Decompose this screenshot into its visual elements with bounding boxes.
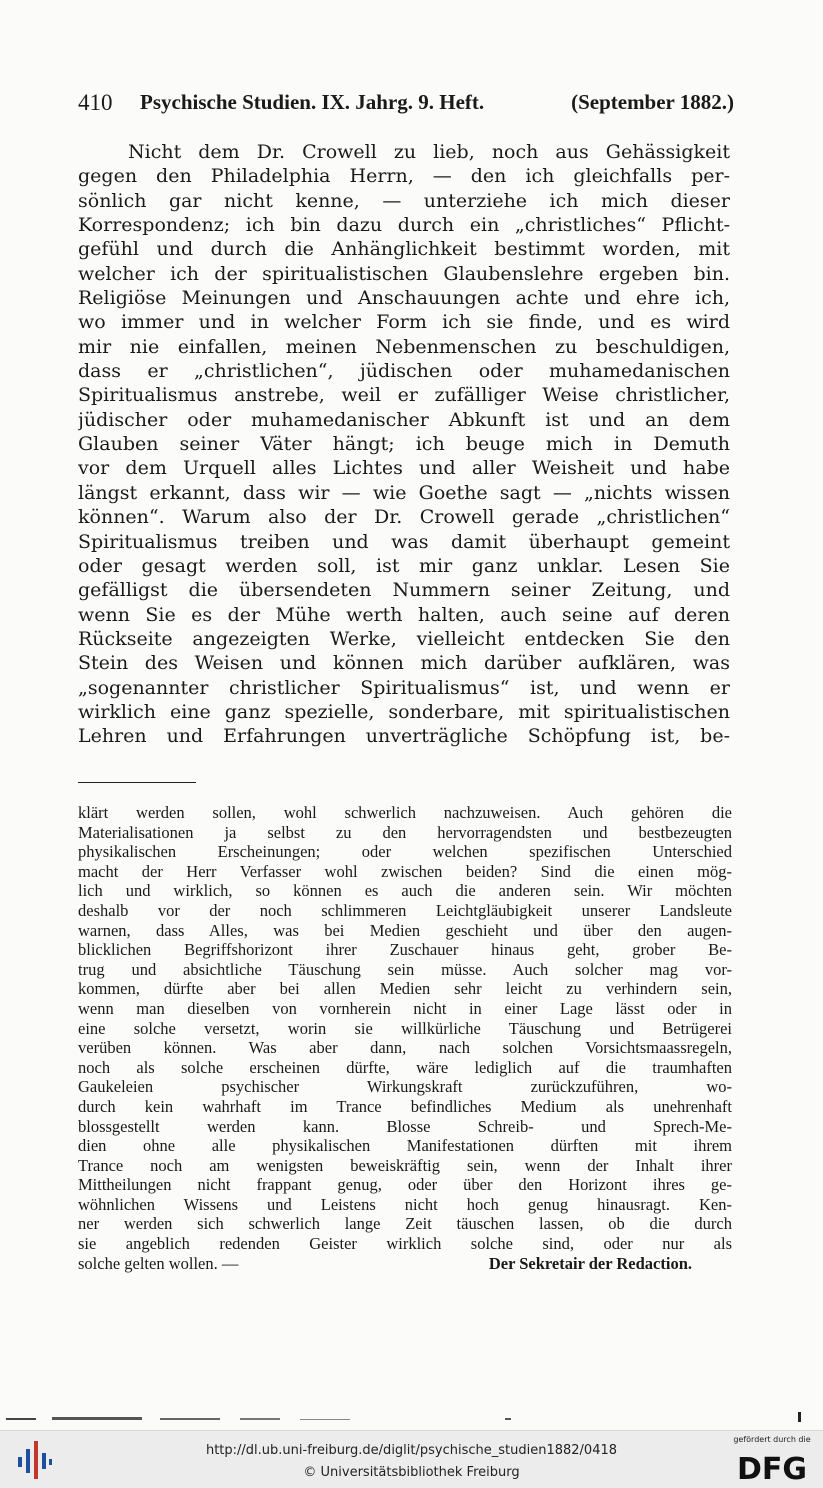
footnote-line: wenn man dieselben von vornherein nicht in einer Lage lässt oder in	[78, 998, 732, 1018]
copyright-notice: © Universitätsbibliothek Freiburg	[303, 1465, 520, 1480]
text-line: gegen den Philadelphia Herrn, — den ich gleichfalls per-	[78, 165, 730, 188]
text-line: Rückseite angezeigten Werke, vielleicht entdecken Sie den	[78, 627, 730, 650]
footnote-line: blossgestellt werden kann. Blosse Schreib- und Sprech-Me-	[78, 1116, 732, 1136]
footnote-line: wöhnlichen Wissens und Leistens nicht hoch genug hinausragt. Ken-	[78, 1194, 732, 1214]
page-number: 410	[78, 90, 113, 115]
text-line: Stein des Weisen und können mich darüber aufklären, was	[78, 652, 730, 675]
text-line: Spiritualismus anstrebe, weil er zufälliger Weise christlicher,	[78, 384, 730, 407]
text-line: wo immer und in welcher Form ich sie finde, und es wird	[78, 311, 730, 334]
source-url[interactable]: http://dl.ub.uni-freiburg.de/diglit/psychische_studien1882/0418	[205, 1443, 618, 1458]
text-line: mir nie einfallen, meinen Nebenmenschen zu beschuldigen,	[78, 335, 730, 358]
text-line: Nicht dem Dr. Crowell zu lieb, noch aus Gehässigkeit	[128, 141, 730, 163]
scan-edge-noise	[0, 1412, 823, 1426]
footnote-line: lich und wirklich, so können es auch die anderen sein. Wir möchten	[78, 881, 732, 901]
text-line: Spiritualismus treiben und was damit überhaupt gemeint	[78, 530, 730, 553]
footnote-line: verüben können. Was aber dann, nach solchen Vorsichtsmaassregeln,	[78, 1038, 732, 1058]
footnote-rule	[78, 782, 196, 783]
main-text	[78, 140, 730, 749]
text-line: welcher ich der spiritualistischen Glaubenslehre ergeben bin.	[78, 262, 730, 285]
footnote-line: Mittheilungen nicht frappant genug, oder über den Horizont ihres ge-	[78, 1175, 732, 1195]
text-line: dass er „christlichen“, jüdischen oder muhamedanischen	[78, 360, 730, 383]
text-line: Korrespondenz; ich bin dazu durch ein „christliches“ Pflicht-	[78, 214, 730, 237]
footnote-line: sie angeblich redenden Geister wirklich solche sind, oder nur als	[78, 1234, 732, 1254]
svg-text:DFG: DFG	[736, 1452, 808, 1485]
text-line: längst erkannt, dass wir — wie Goethe sagt — „nichts wissen	[78, 481, 730, 504]
footnote-line: physikalischen Erscheinungen; oder welchen spezifischen Unterschied	[78, 842, 732, 862]
text-line: wenn Sie es der Mühe werth halten, auch seine auf deren	[78, 603, 730, 626]
text-line: gefälligst die übersendeten Nummern seiner Zeitung, und	[78, 579, 730, 602]
footnote-line: dien ohne alle physikalischen Manifestationen dürften mit ihrem	[78, 1136, 732, 1156]
issue-date: (September 1882.)	[571, 90, 734, 114]
footnote-line: kommen, dürfte aber bei allen Medien sehr leicht zu verhindern sein,	[78, 979, 732, 999]
dfg-logo-icon	[728, 1435, 816, 1485]
text-line: Religiöse Meinungen und Anschauungen achte und ehre ich,	[78, 287, 730, 310]
text-line: vor dem Urquell alles Lichtes und aller Weisheit und habe	[78, 457, 730, 480]
editor-signature: Der Sekretair der Redaction.	[488, 1253, 692, 1273]
footnote-line: blicklichen Begriffshorizont ihrer Zuschauer hinaus geht, grober Be-	[78, 940, 732, 960]
footnote-line: macht der Herr Verfasser wohl zwischen beiden? Sind die einen mög-	[78, 861, 732, 881]
text-line: wirklich eine ganz spezielle, sonderbare, mit spiritualistischen	[78, 700, 730, 723]
text-line: jüdischer oder muhamedanischer Abkunft ist und an dem	[78, 408, 730, 431]
footnote-line: Gaukeleien psychischer Wirkungskraft zurückzuführen, wo-	[78, 1077, 732, 1097]
footnote-last-line	[78, 1254, 732, 1274]
footnote-line: durch kein wahrhaft im Trance befindliches Medium als unehrenhaft	[78, 1096, 732, 1116]
text-line: „sogenannter christlicher Spiritualismus“ ist, und wenn er	[78, 676, 730, 699]
dfg-logo	[728, 1435, 816, 1485]
text-line: Glauben seiner Väter hängt; ich beuge mich in Demuth	[78, 433, 730, 456]
footnote-line: Materialisationen ja selbst zu den hervorragendsten und bestbezeugten	[78, 822, 732, 842]
running-header	[78, 90, 734, 116]
running-title: Psychische Studien. IX. Jahrg. 9. Heft.	[140, 90, 485, 114]
text-line: oder gesagt werden soll, ist mir ganz unklar. Lesen Sie	[78, 554, 730, 577]
footnote-line: trug und absichtliche Täuschung sein müsse. Auch solcher mag vor-	[78, 959, 732, 979]
text-line: gefühl und durch die Anhänglichkeit bestimmt worden, mit	[78, 238, 730, 261]
text-line: Lehren und Erfahrungen unverträgliche Schöpfung ist, be-	[78, 725, 730, 748]
text-line: können“. Warum also der Dr. Crowell gerade „christlichen“	[78, 506, 730, 529]
footnote-line: klärt werden sollen, wohl schwerlich nachzuweisen. Auch gehören die	[78, 803, 732, 822]
footnote-line: deshalb vor der noch schlimmeren Leichtgläubigkeit unserer Landsleute	[78, 900, 732, 920]
footnote-line: Trance noch am wenigsten beweiskräftig sein, wenn der Inhalt ihrer	[78, 1155, 732, 1175]
footnote-closing-text: solche gelten wollen. —	[78, 1253, 239, 1273]
dfg-funding-label: gefördert durch die	[733, 1435, 811, 1444]
library-footer	[0, 1430, 823, 1488]
footnote-text	[78, 803, 732, 1273]
footnote-line: noch als solche erscheinen dürfte, wäre lediglich auf die traumhaften	[78, 1057, 732, 1077]
text-line: sönlich gar nicht kenne, — unterziehe ich mich dieser	[78, 189, 730, 212]
footnote-line: eine solche versetzt, worin sie willkürliche Täuschung und Betrügerei	[78, 1018, 732, 1038]
footnote-line: ner werden sich schwerlich lange Zeit täuschen lassen, ob die durch	[78, 1214, 732, 1234]
footnote-line: warnen, dass Alles, was bei Medien geschieht und über den augen-	[78, 920, 732, 940]
